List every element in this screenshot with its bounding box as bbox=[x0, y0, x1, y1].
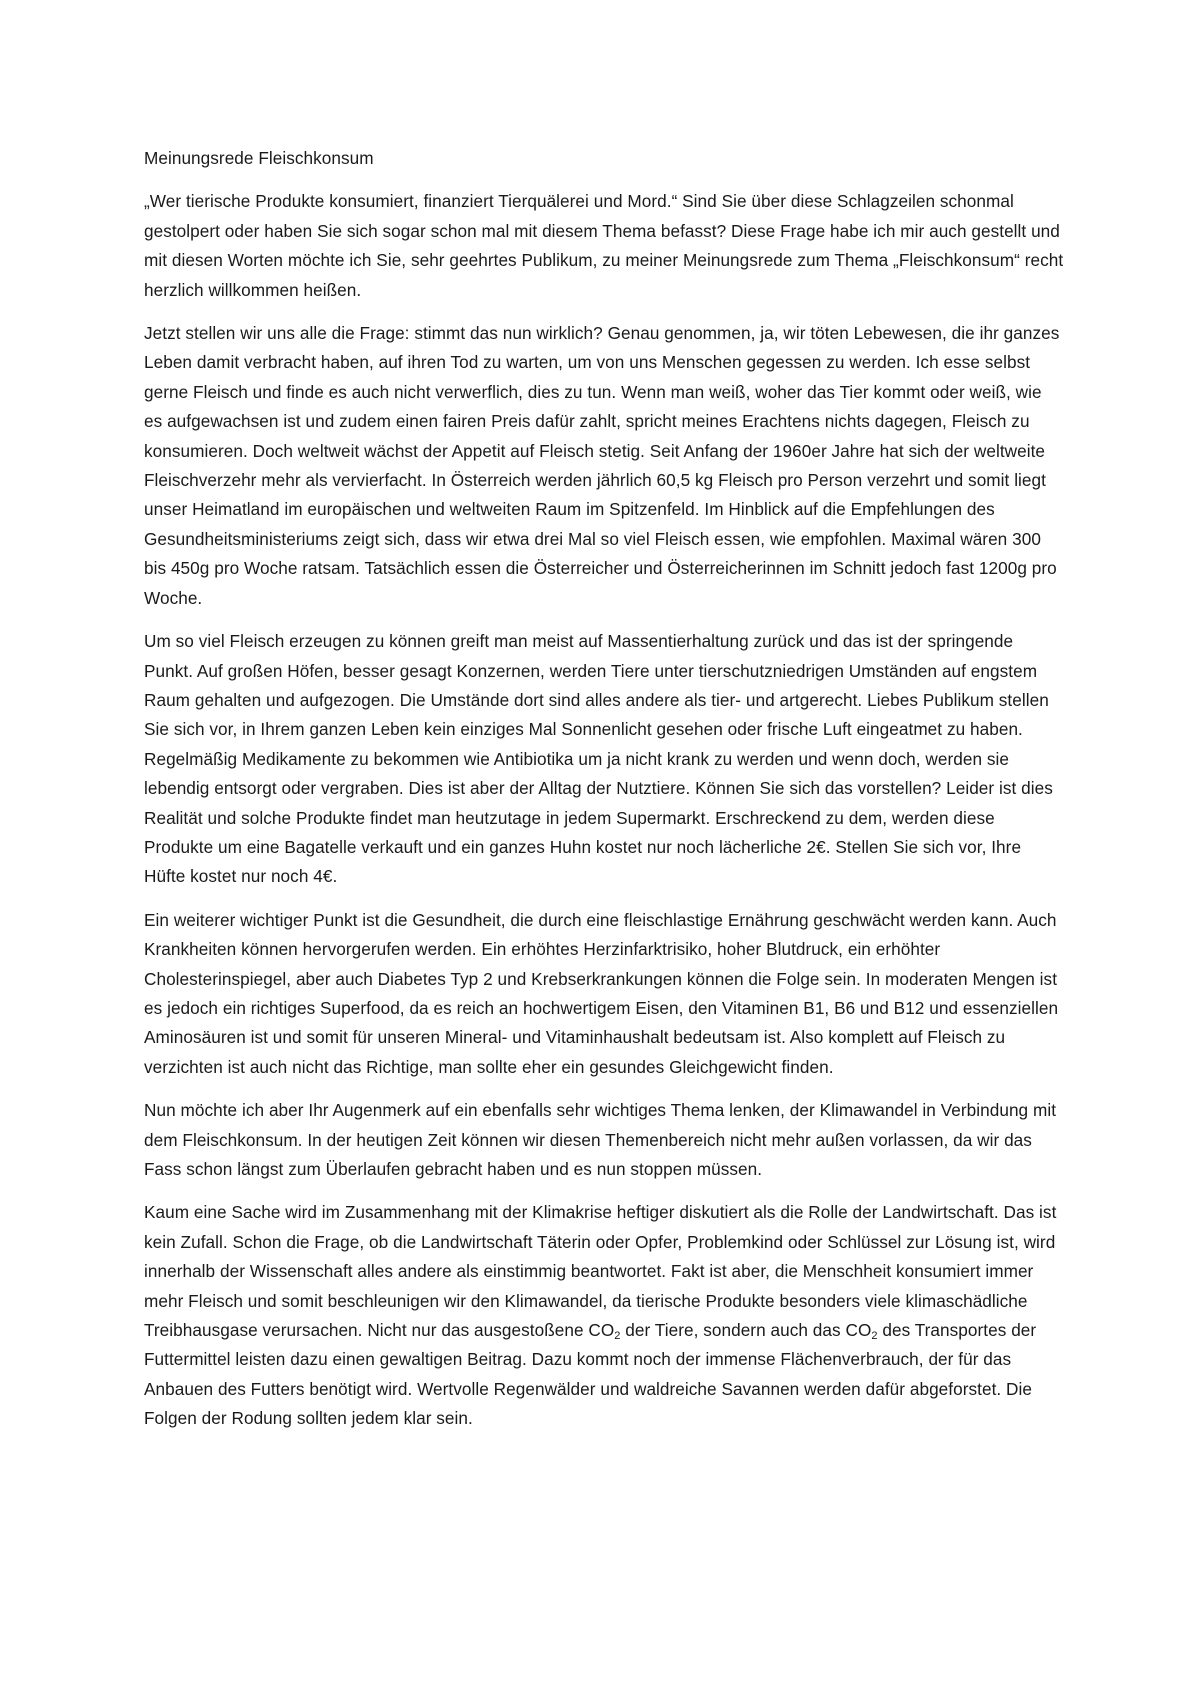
paragraph-health: Ein weiterer wichtiger Punkt ist die Gesundheit, die durch eine fleischlastige Ernährung geschwächt werden kann. Auch Krankheiten können hervorgerufen werden. Ein erhöhtes Herzinfarktrisiko, hoher Blutdruck, ein erhöhter Cholesterinspiegel, aber auch Diabetes Typ 2 und Krebserkrankungen können die Folge sein. In moderaten Mengen ist es jedoch ein richtiges Superfood, da es reich an hochwertigem Eisen, den Vitaminen B1, B6 und B12 und essenziellen Aminosäuren ist und somit für unseren Mineral- und Vitaminhaushalt bedeutsam ist. Also komplett auf Fleisch zu verzichten ist auch nicht das Richtige, man sollte eher ein gesundes Gleichgewicht finden. bbox=[144, 909, 1059, 1077]
paragraph-intro: „Wer tierische Produkte konsumiert, finanziert Tierquälerei und Mord.“ Sind Sie über diese Schlagzeilen schonmal gestolpert oder haben Sie sich sogar schon mal mit diesem Thema befasst? Diese Frage habe ich mir auch gestellt und mit diesen Worten möchte ich Sie, sehr geehrtes Publikum, zu meiner Meinungsrede zum Thema „Fleischkonsum“ recht herzlich willkommen heißen. bbox=[144, 191, 1064, 300]
subscript: 2 bbox=[871, 1330, 878, 1343]
document-title: Meinungsrede Fleischkonsum bbox=[144, 148, 374, 168]
paragraph-factory-farming: Um so viel Fleisch erzeugen zu können greift man meist auf Massentierhaltung zurück und das ist der springende Punkt. Auf großen Höfen, besser gesagt Konzernen, werden Tiere unter tierschutzniedrigen Umständen auf engstem Raum gehalten und aufgezogen. Die Umstände dort sind alles andere als tier- und artgerecht. Liebes Publikum stellen Sie sich vor, in Ihrem ganzen Leben kein einziges Mal Sonnenlicht gesehen oder frische Luft eingeatmet zu haben. Regelmäßig Medikamente zu bekommen wie Antibiotika um ja nicht krank zu werden und wenn doch, werden sie lebendig entsorgt oder vergraben. Dies ist aber der Alltag der Nutztiere. Können Sie sich das vorstellen? Leider ist dies Realität und solche Produkte findet man heutzutage in jedem Supermarkt. Erschreckend zu dem, werden diese Produkte um eine Bagatelle verkauft und ein ganzes Huhn kostet nur noch lächerliche 2€. Stellen Sie sich vor, Ihre Hüfte kostet nur noch 4€. bbox=[144, 631, 1053, 887]
text-segment: Kaum eine Sache wird im Zusammenhang mit der Klimakrise heftiger diskutiert als die Rolle der Landwirtschaft. Das ist kein Zufall. Schon die Frage, ob die Landwirtschaft Täterin oder Opfer, Problemkind oder Schlüssel zur Lösung ist, wird innerhalb der Wissenschaft alles andere als einstimmig beantwortet. Fakt ist aber, die Menschheit konsumiert immer mehr Fleisch und somit beschleunigen wir den Klimawandel, da tierische Produkte besonders viele klimaschädliche Treibhausgase verursachen. Nicht nur das ausgestoßene CO bbox=[144, 1202, 1057, 1341]
paragraph-agriculture-climate bbox=[144, 1198, 1064, 1433]
text-segment: der Tiere, sondern auch das CO bbox=[620, 1320, 872, 1341]
document-body bbox=[144, 144, 1064, 1448]
paragraph-climate-intro: Nun möchte ich aber Ihr Augenmerk auf ein ebenfalls sehr wichtiges Thema lenken, der Klimawandel in Verbindung mit dem Fleischkonsum. In der heutigen Zeit können wir diesen Themenbereich nicht mehr außen vorlassen, da wir das Fass schon längst zum Überlaufen gebracht haben und es nun stoppen müssen. bbox=[144, 1100, 1057, 1179]
text-segment: des Transportes der Futtermittel leisten dazu einen gewaltigen Beitrag. Dazu kommt noch der immense Flächenverbrauch, der für das Anbauen des Futters benötigt wird. Wertvolle Regenwälder und waldreiche Savannen werden dafür abgeforstet. Die Folgen der Rodung sollten jedem klar sein. bbox=[144, 1320, 1037, 1429]
paragraph-meat-consumption: Jetzt stellen wir uns alle die Frage: stimmt das nun wirklich? Genau genommen, ja, wir töten Lebewesen, die ihr ganzes Leben damit verbracht haben, auf ihren Tod zu warten, um von uns Menschen gegessen zu werden. Ich esse selbst gerne Fleisch und finde es auch nicht verwerflich, dies zu tun. Wenn man weiß, woher das Tier kommt oder weiß, wie es aufgewachsen ist und zudem einen fairen Preis dafür zahlt, spricht meines Erachtens nichts dagegen, Fleisch zu konsumieren. Doch weltweit wächst der Appetit auf Fleisch stetig. Seit Anfang der 1960er Jahre hat sich der weltweite Fleischverzehr mehr als vervierfacht. In Österreich werden jährlich 60,5 kg Fleisch pro Person verzehrt und somit liegt unser Heimatland im europäischen und weltweiten Raum im Spitzenfeld. Im Hinblick auf die Empfehlungen des Gesundheitsministeriums zeigt sich, dass wir etwa drei Mal so viel Fleisch essen, wie empfohlen. Maximal wären 300 bis 450g pro Woche ratsam. Tatsächlich essen die Österreicher und Österreicherinnen im Schnitt jedoch fast 1200g pro Woche. bbox=[144, 323, 1060, 608]
subscript: 2 bbox=[614, 1330, 621, 1343]
